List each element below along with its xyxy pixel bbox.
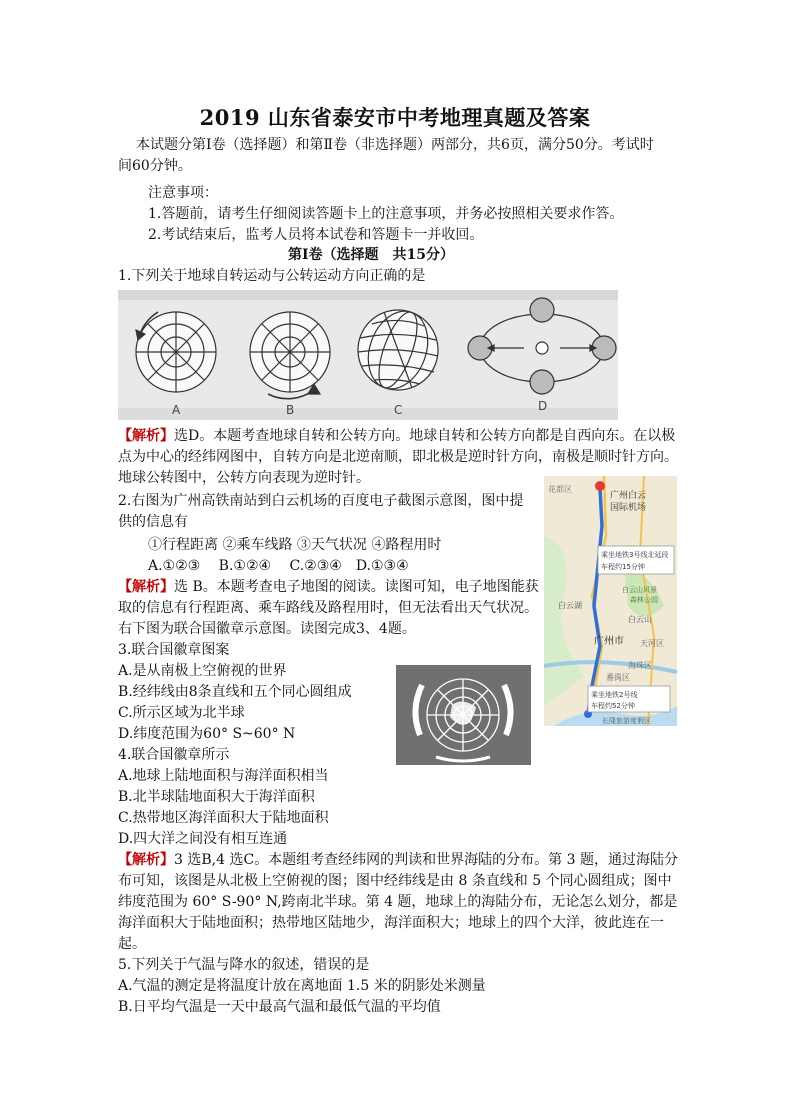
q2-stem-1: 2.右图为广州高铁南站到白云机场的百度电子截图示意图，图中提 xyxy=(118,493,524,509)
map-label-15: 长隆旅游度假区 xyxy=(602,717,651,725)
notice-heading: 注意事项： xyxy=(148,185,218,201)
q34-analysis-1 xyxy=(118,851,678,869)
q2-map xyxy=(544,476,677,726)
q5-option-b: B.日平均气温是一天中最高气温和最低气温的平均值 xyxy=(118,999,441,1015)
q2-analysis-2: 取的信息有行程距离、乘车路线及路程用时，但无法看出天气状况。 xyxy=(118,600,538,616)
map-label-7: 白云湖 xyxy=(558,601,582,610)
q2-analysis-1 xyxy=(118,578,539,596)
q1-figure xyxy=(118,290,618,420)
q4-option-d: D.四大洋之间没有相互连通 xyxy=(118,831,288,847)
q1-analysis-1 xyxy=(118,427,675,445)
q34-analysis-5: 起。 xyxy=(118,936,146,952)
q4-option-c: C.热带地区海洋面积大于陆地面积 xyxy=(118,810,329,826)
intro-line-2: 间60分钟。 xyxy=(118,158,192,174)
map-label-4: 车程约15分钟 xyxy=(601,563,645,571)
map-label-0: 花都区 xyxy=(548,485,572,494)
q4-option-b: B.北半球陆地面积大于海洋面积 xyxy=(118,789,315,805)
q3-stem: 3.联合国徽章图案 xyxy=(118,642,230,658)
analysis-tag: 【解析】 xyxy=(118,852,174,868)
q3-option-c: C.所示区域为北半球 xyxy=(118,705,245,721)
figure-a-grid xyxy=(136,312,216,392)
q34-analysis-4: 海洋面积大于陆地面积；热带地区陆地少，海洋面积大；地球上的四个大洋，彼此连在一 xyxy=(118,915,664,931)
map-label-2: 国际机场 xyxy=(610,503,647,513)
map-label-8: 白云山 xyxy=(628,615,652,624)
page-title: 2019 山东省泰安市中考地理真题及答案 xyxy=(199,105,591,130)
q5-option-a: A.气温的测定是将温度计放在离地面 1.5 米的阴影处米测量 xyxy=(118,978,486,994)
analysis-tag: 【解析】 xyxy=(118,579,174,595)
q34-analysis-3: 纬度范围为 60° S-90° N,跨南北半球。第 4 题，地球上的海陆分布，无论怎么划分，都是 xyxy=(118,894,678,910)
q1-analysis-text-1: 选D。本题考查地球自转和公转方向。地球自转和公转方向都是自西向东。在以极 xyxy=(174,428,676,444)
map-label-14: 车程约52分钟 xyxy=(591,702,635,710)
q1-stem: 1.下列关于地球自转运动与公转运动方向正确的是 xyxy=(118,268,426,284)
map-label-1: 广州白云 xyxy=(610,491,647,501)
map-label-5: 白云山风景 xyxy=(622,586,657,594)
q3-option-b: B.经纬线由8条直线和五个同心圆组成 xyxy=(118,684,352,700)
q2-analysis-text-1: 选 B。本题考查电子地图的阅读。读图可知，电子地图能获 xyxy=(174,579,539,595)
q3-intro: 右下图为联合国徽章示意图。读图完成3、4题。 xyxy=(118,621,416,637)
q34-analysis-text-1: 3 选B,4 选C。本题组考查经纬网的判读和世界海陆的分布。第 3 题，通过海陆分 xyxy=(174,852,678,868)
un-emblem-figure xyxy=(396,665,531,765)
q2-stem-2: 供的信息有 xyxy=(118,514,188,530)
q34-analysis-2: 布可知，该图是从北极上空俯视的图；图中经纬线是由 8 条直线和 5 个同心圆组成；图中 xyxy=(118,873,672,889)
q5-stem: 5.下列关于气温与降水的叙述，错误的是 xyxy=(118,957,370,973)
intro-line-1: 本试题分第Ⅰ卷（选择题）和第Ⅱ卷（非选择题）两部分，共6页，满分50分。考试时 xyxy=(136,137,654,153)
map-label-12: 番禺区 xyxy=(606,673,630,682)
map-label-3: 乘坐地铁3号线北延段 xyxy=(601,551,669,559)
notice-item-2: 2.考试结束后，监考人员将本试卷和答题卡一并收回。 xyxy=(148,227,484,243)
map-label-9: 广州市 xyxy=(594,636,624,647)
map-label-6: 森林公园 xyxy=(630,596,658,604)
map-label-10: 天河区 xyxy=(640,639,664,648)
origin-marker-icon xyxy=(595,481,605,491)
figure-label-d: D xyxy=(538,399,548,413)
map-label-13: 乘坐地铁2号线 xyxy=(591,691,638,699)
q4-stem: 4.联合国徽章所示 xyxy=(118,747,230,763)
map-label-11: 海珠区 xyxy=(628,661,652,670)
figure-label-c: C xyxy=(394,403,403,417)
q3-option-a: A.是从南极上空俯视的世界 xyxy=(118,663,287,679)
q4-option-a: A.地球上陆地面积与海洋面积相当 xyxy=(118,768,329,784)
figure-label-b: B xyxy=(286,403,295,417)
notice-item-1: 1.答题前，请考生仔细阅读答题卡上的注意事项，并务必按照相关要求作答。 xyxy=(148,206,624,222)
q1-analysis-2: 点为中心的经纬网图中，自转方向是北逆南顺，即北极是逆时针方向，南极是顺时针方向。 xyxy=(118,449,678,465)
q3-option-d: D.纬度范围为60° S~60° N xyxy=(118,726,296,742)
q1-analysis-3: 地球公转图中，公转方向表现为逆时针。 xyxy=(118,470,370,486)
analysis-tag: 【解析】 xyxy=(118,428,174,444)
q2-items: ①行程距离 ②乘车线路 ③天气状况 ④路程用时 xyxy=(148,537,442,553)
q2-options: A.①②③ B.①②④ C.②③④ D.①③④ xyxy=(148,558,409,574)
figure-label-a: A xyxy=(172,403,181,417)
section-heading: 第Ⅰ卷（选择题 共15分） xyxy=(288,247,455,263)
